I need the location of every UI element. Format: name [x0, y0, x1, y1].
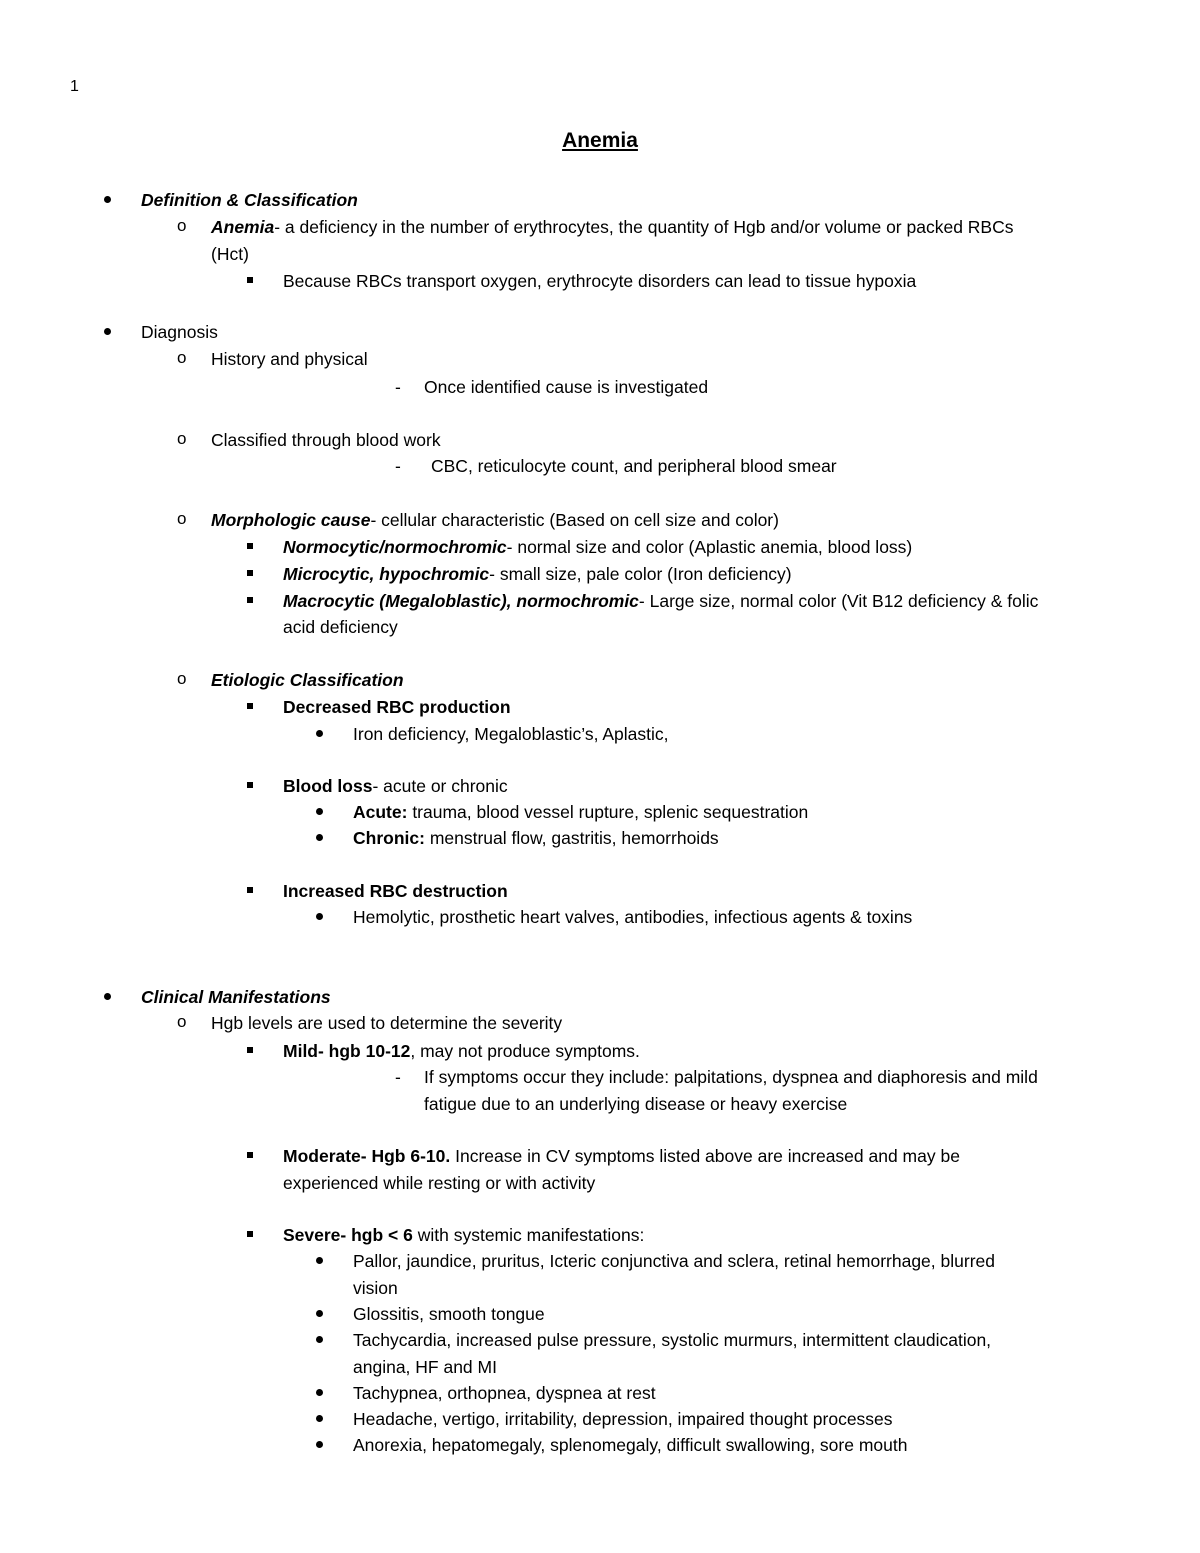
bloodwork-item: Classified through blood work	[211, 430, 441, 450]
circle-bullet-icon: o	[177, 348, 187, 367]
bullet-icon	[316, 913, 323, 920]
microcytic-term: Microcytic, hypochromic	[283, 564, 490, 584]
increased-destruction-sub: Hemolytic, prosthetic heart valves, antibodies, infectious agents & toxins	[353, 907, 913, 927]
macrocytic-item-cont: acid deficiency	[283, 617, 398, 637]
mild-text: , may not produce symptoms.	[410, 1041, 640, 1061]
anemia-definition-cont: (Hct)	[211, 244, 249, 264]
square-bullet-icon	[247, 1047, 253, 1053]
circle-bullet-icon: o	[177, 669, 187, 688]
dash-icon: -	[395, 1067, 401, 1087]
bullet-icon	[316, 730, 323, 737]
severe-manifestation: Glossitis, smooth tongue	[353, 1304, 545, 1324]
bullet-icon	[316, 1441, 323, 1448]
macrocytic-term: Macrocytic (Megaloblastic), normochromic	[283, 591, 639, 611]
square-bullet-icon	[247, 1231, 253, 1237]
square-bullet-icon	[247, 782, 253, 788]
severe-item	[283, 1224, 644, 1246]
circle-bullet-icon: o	[177, 216, 187, 235]
bullet-icon	[104, 328, 111, 335]
square-bullet-icon	[247, 703, 253, 709]
chronic-term: Chronic:	[353, 828, 425, 848]
bullet-icon	[104, 993, 111, 1000]
mild-item	[283, 1040, 640, 1062]
microcytic-item	[283, 563, 792, 585]
bullet-icon	[316, 1415, 323, 1422]
anemia-def-text: - a deficiency in the number of erythrocytes, the quantity of Hgb and/or volume or packed RBCs	[274, 217, 1014, 237]
hgb-levels-item: Hgb levels are used to determine the severity	[211, 1013, 563, 1033]
page-title: Anemia	[562, 129, 638, 152]
macrocytic-item	[283, 590, 1038, 612]
acute-item	[353, 801, 808, 823]
mild-sub: If symptoms occur they include: palpitations, dyspnea and diaphoresis and mild	[424, 1067, 1038, 1087]
morphologic-item	[211, 509, 779, 531]
microcytic-text: - small size, pale color (Iron deficiency)	[489, 564, 792, 584]
circle-bullet-icon: o	[177, 509, 187, 528]
square-bullet-icon	[247, 887, 253, 893]
bloodwork-sub: CBC, reticulocyte count, and peripheral blood smear	[431, 456, 837, 476]
bullet-icon	[316, 1389, 323, 1396]
circle-bullet-icon: o	[177, 1012, 187, 1031]
bullet-icon	[316, 834, 323, 841]
moderate-item	[283, 1145, 960, 1167]
circle-bullet-icon: o	[177, 429, 187, 448]
severe-manifestation: Anorexia, hepatomegaly, splenomegaly, difficult swallowing, sore mouth	[353, 1435, 908, 1455]
normocytic-text: - normal size and color (Aplastic anemia, blood loss)	[506, 537, 913, 557]
severe-manifestation: Headache, vertigo, irritability, depression, impaired thought processes	[353, 1409, 893, 1429]
square-bullet-icon	[247, 570, 253, 576]
mild-term: Mild- hgb 10-12	[283, 1041, 411, 1061]
chronic-text: menstrual flow, gastritis, hemorrhoids	[424, 828, 719, 848]
morphologic-term: Morphologic cause	[211, 510, 371, 530]
anemia-term: Anemia	[211, 217, 275, 237]
oxygen-note: Because RBCs transport oxygen, erythrocyte disorders can lead to tissue hypoxia	[283, 271, 917, 291]
severe-term: Severe- hgb < 6	[283, 1225, 413, 1245]
severe-text: with systemic manifestations:	[412, 1225, 645, 1245]
anemia-definition	[211, 216, 1013, 238]
square-bullet-icon	[247, 597, 253, 603]
bullet-icon	[104, 196, 111, 203]
square-bullet-icon	[247, 1152, 253, 1158]
normocytic-item	[283, 536, 912, 558]
moderate-term: Moderate- Hgb 6-10.	[283, 1146, 451, 1166]
decreased-production-item: Decreased RBC production	[283, 697, 511, 717]
etiologic-heading: Etiologic Classification	[211, 670, 404, 690]
severe-manifestation: Pallor, jaundice, pruritus, Icteric conjunctiva and sclera, retinal hemorrhage, blurred	[353, 1251, 995, 1271]
blood-loss-text: - acute or chronic	[372, 776, 508, 796]
normocytic-term: Normocytic/normochromic	[283, 537, 507, 557]
increased-destruction-item: Increased RBC destruction	[283, 881, 508, 901]
severe-manifestation: Tachypnea, orthopnea, dyspnea at rest	[353, 1383, 656, 1403]
section-heading-clinical: Clinical Manifestations	[141, 987, 331, 1007]
dash-icon: -	[395, 456, 401, 476]
acute-text: trauma, blood vessel rupture, splenic sequestration	[407, 802, 809, 822]
section-heading-definition: Definition & Classification	[141, 190, 358, 210]
mild-sub-cont: fatigue due to an underlying disease or heavy exercise	[424, 1094, 848, 1114]
severe-manifestation-cont: vision	[353, 1278, 398, 1298]
square-bullet-icon	[247, 543, 253, 549]
history-item: History and physical	[211, 349, 368, 369]
morphologic-text: - cellular characteristic (Based on cell size and color)	[370, 510, 779, 530]
bullet-icon	[316, 808, 323, 815]
moderate-text: Increase in CV symptoms listed above are increased and may be	[450, 1146, 960, 1166]
square-bullet-icon	[247, 277, 253, 283]
bullet-icon	[316, 1257, 323, 1264]
page-number: 1	[70, 78, 79, 95]
severe-manifestation: Tachycardia, increased pulse pressure, systolic murmurs, intermittent claudication,	[353, 1330, 992, 1350]
moderate-item-cont: experienced while resting or with activity	[283, 1173, 596, 1193]
history-sub: Once identified cause is investigated	[424, 377, 709, 397]
severe-manifestation-cont: angina, HF and MI	[353, 1357, 497, 1377]
section-heading-diagnosis: Diagnosis	[141, 322, 218, 342]
blood-loss-term: Blood loss	[283, 776, 373, 796]
decreased-production-sub: Iron deficiency, Megaloblastic’s, Aplastic,	[353, 724, 669, 744]
bullet-icon	[316, 1310, 323, 1317]
chronic-item	[353, 827, 719, 849]
blood-loss-item	[283, 775, 508, 797]
macrocytic-text: - Large size, normal color (Vit B12 deficiency & folic	[638, 591, 1039, 611]
bullet-icon	[316, 1336, 323, 1343]
acute-term: Acute:	[353, 802, 408, 822]
dash-icon: -	[395, 377, 401, 397]
